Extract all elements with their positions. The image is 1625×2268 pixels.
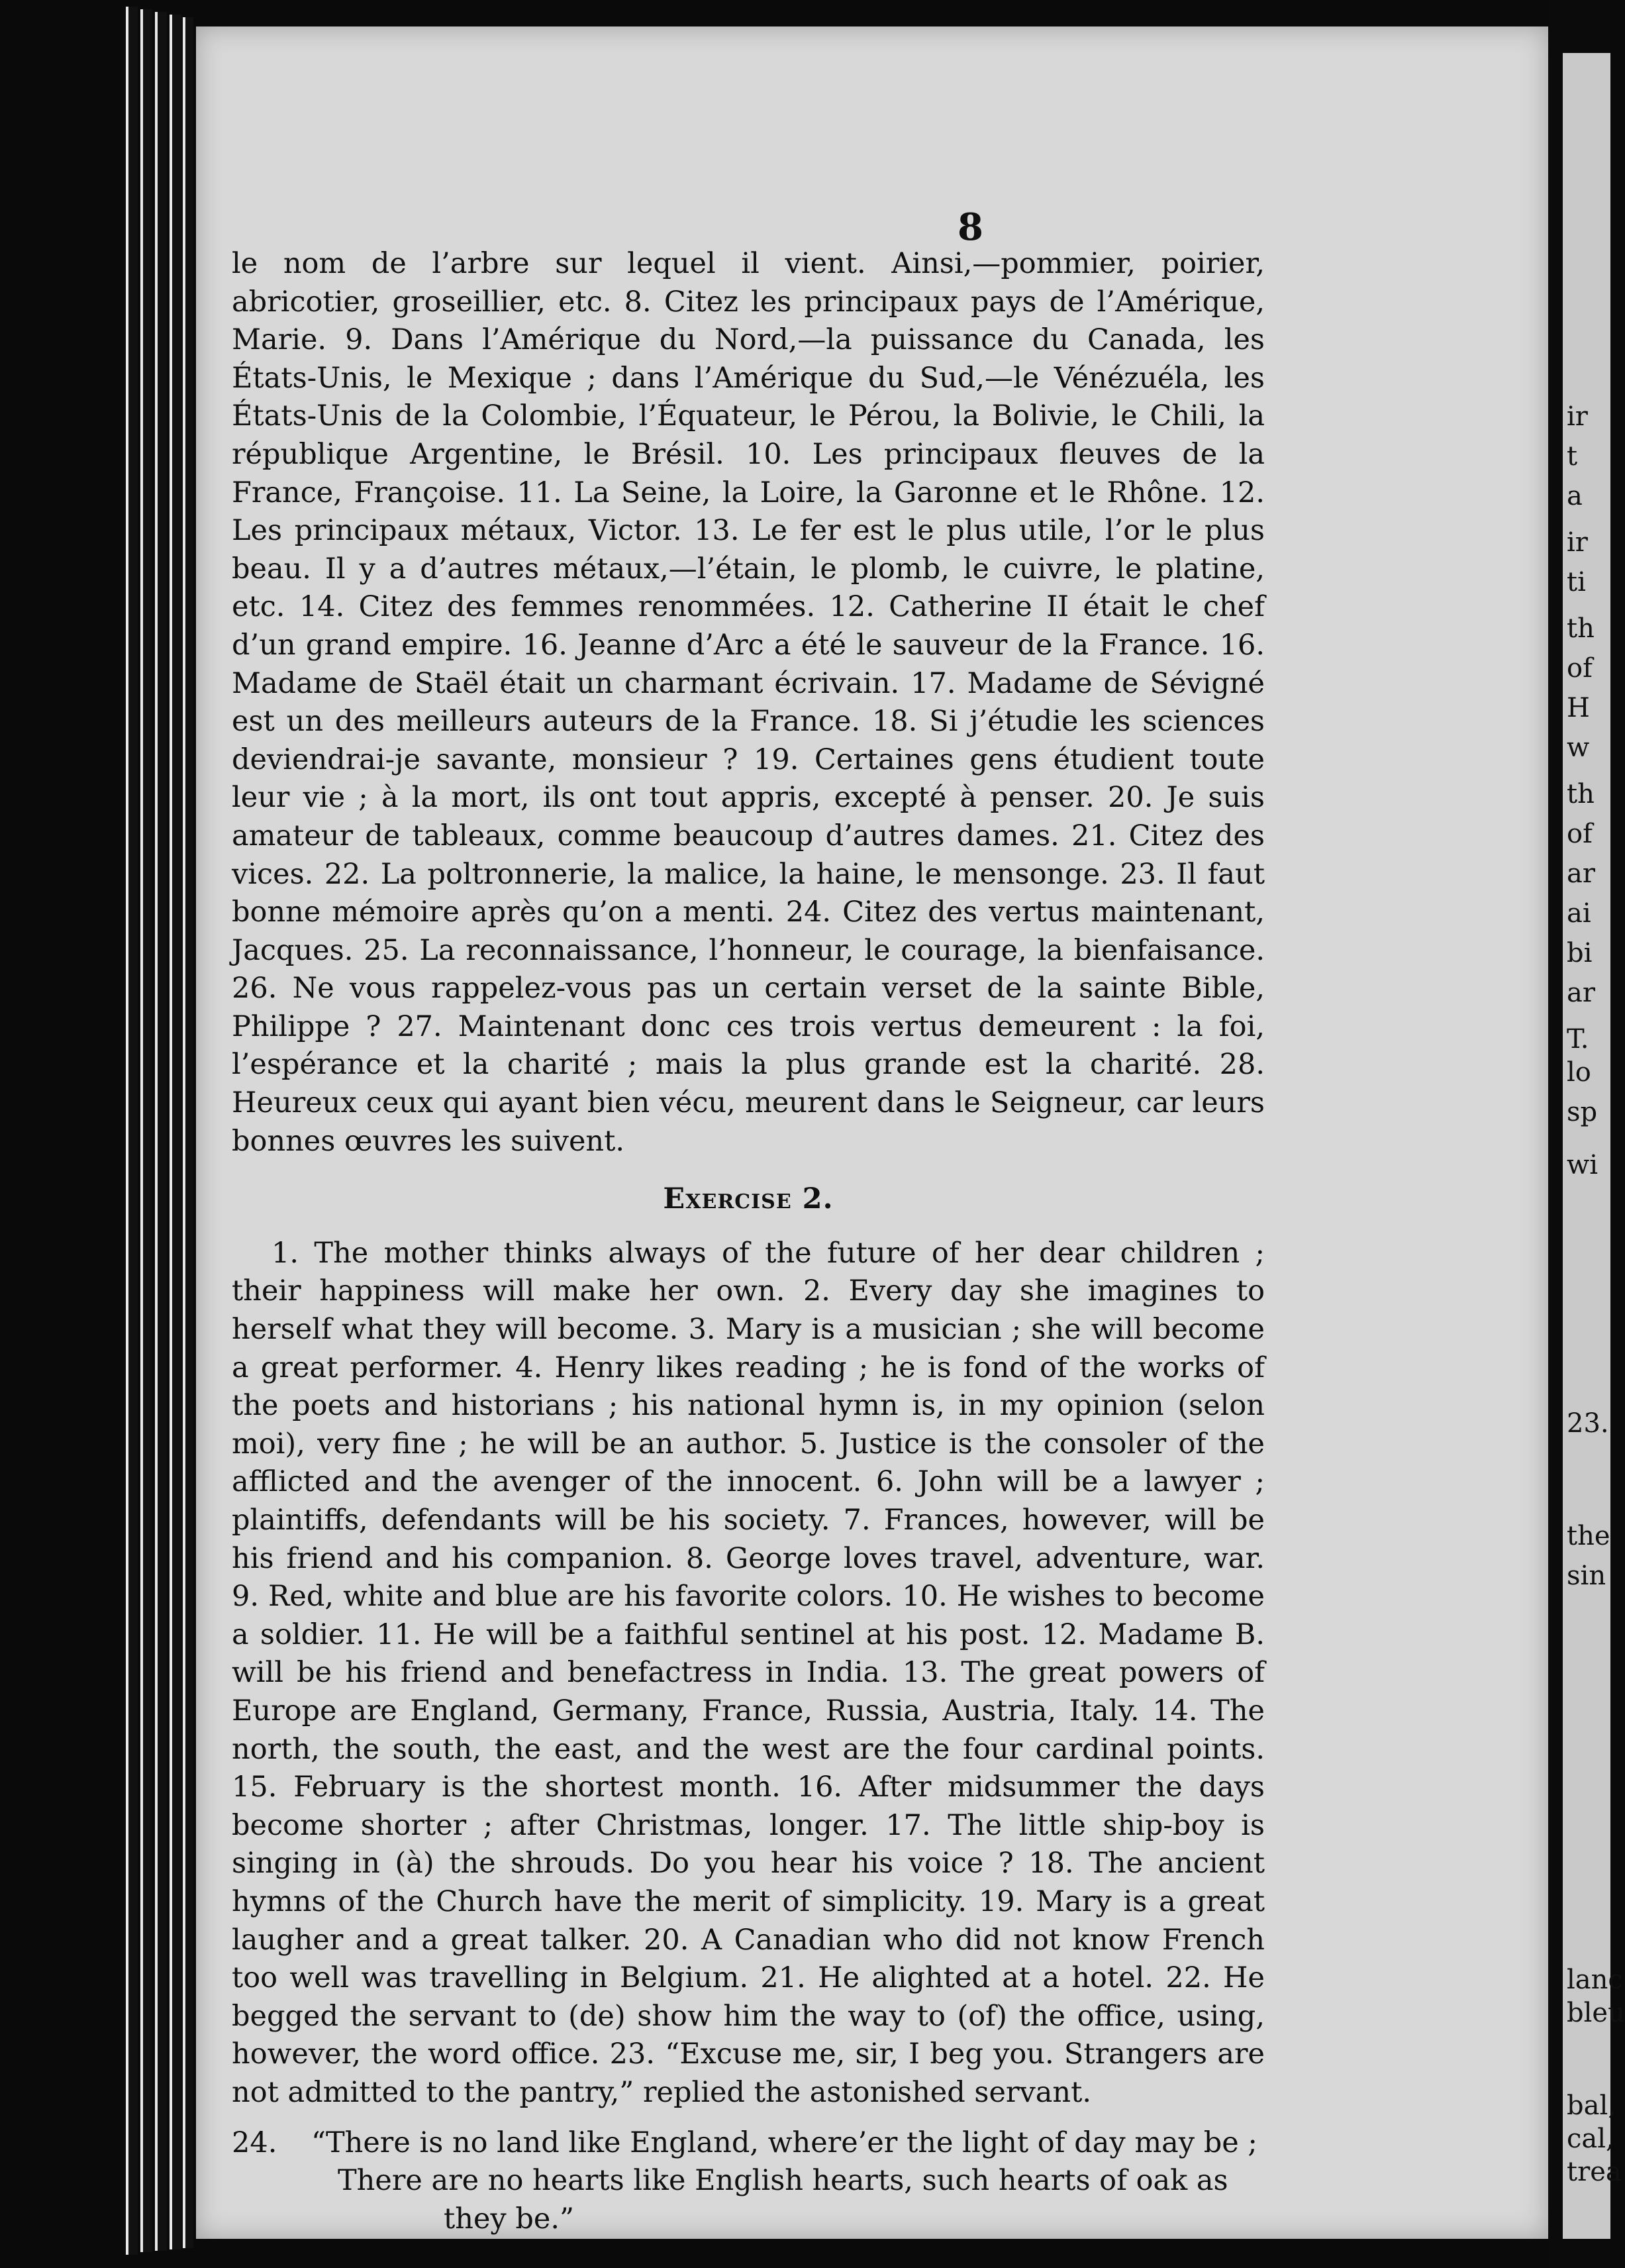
- adjacent-page-fragment: 23.: [1567, 1408, 1609, 1439]
- poem-line-3: they be.”: [444, 2202, 575, 2236]
- adjacent-page-fragment: bal,: [1567, 2090, 1616, 2121]
- page-edge: [140, 9, 152, 2252]
- page-number: 8: [958, 205, 983, 249]
- poem-line-1: “There is no land like England, where’er the light of day may be ;: [311, 2126, 1257, 2159]
- adjacent-page-fragment: wi: [1567, 1150, 1599, 1180]
- poem-line-2: There are no hearts like English hearts, such hearts of oak as: [338, 2164, 1228, 2198]
- adjacent-page-fragment: lanc: [1567, 1965, 1623, 1995]
- adjacent-page-fragment: a: [1567, 481, 1583, 511]
- adjacent-page-fragment: ti: [1567, 567, 1586, 597]
- adjacent-page-fragment: th: [1567, 613, 1595, 644]
- page-edge: [126, 7, 138, 2255]
- poem-number: 24.: [232, 2126, 277, 2159]
- adjacent-page-fragment: bi: [1567, 938, 1593, 968]
- adjacent-page-fragment: ir: [1567, 527, 1588, 558]
- adjacent-page-fragment: ar: [1567, 978, 1595, 1008]
- adjacent-page-fragment: H: [1567, 693, 1590, 723]
- adjacent-page-edge: [1563, 53, 1625, 2239]
- adjacent-page-fragment: bleu: [1567, 1998, 1625, 2028]
- french-exercise-text: le nom de l’arbre sur lequel il vient. Ainsi,—pommier, poirier, abricotier, groseillier, etc. 8. Citez les principaux pays de l’Amérique, Marie. 9. Dans l’Amérique du Nord,—la puissance du Canada, les États-Unis, le Mexique ; dans l’Amérique du Sud,—le Vénézuéla, les États-Unis de la Colombie, l’Équateur, le Pérou, la Bolivie, le Chili, la république Argentine, le Brésil. 10. Les principaux fleuves de la France, Françoise. 11. La Seine, la Loire, la Garonne et le Rhône. 12. Les principaux métaux, Victor. 13. Le fer est le plus utile, l’or le plus beau. Il y a d’autres métaux,—l’étain, le plomb, le cuivre, le platine, etc. 14. Citez des femmes renommées. 12. Catherine II était le chef d’un grand empire. 16. Jeanne d’Arc a été le sauveur de la France. 16. Madame de Staël était un charmant écrivain. 17. Madame de Sévigné est un des meilleurs auteurs de la France. 18. Si j’étudie les sciences deviendrai-je savante, monsieur ? 19. Certaines gens étudient toute leur vie ; à la mort, ils ont tout appris, excepté à penser. 20. Je suis amateur de tableaux, comme beaucoup d’autres dames. 21. Citez des vices. 22. La poltronnerie, la malice, la haine, le mensonge. 23. Il faut bonne mémoire après qu’on a menti. 24. Citez des vertus maintenant, Jacques. 25. La reconnaissance, l’honneur, le courage, la bienfaisance. 26. Ne vous rappelez-vous pas un certain verset de la sainte Bible, Philippe ? 27. Maintenant donc ces trois vertus demeurent : la foi, l’espérance et la charité ; mais la plus grande est la charité. 28. Heureux ceux qui ayant bien vécu, meurent dans le Seigneur, car leurs bonnes œuvres les suivent.: [232, 247, 1265, 1158]
- adjacent-page-fragment: the: [1567, 1521, 1610, 1551]
- adjacent-page-fragment: sin: [1567, 1561, 1606, 1591]
- page-edge: [170, 15, 181, 2249]
- adjacent-page-fragment: trea: [1567, 2157, 1622, 2187]
- adjacent-page-fragment: T.: [1567, 1024, 1589, 1055]
- adjacent-page-fragment: th: [1567, 779, 1595, 809]
- page-body: [232, 245, 1265, 2238]
- poem-quote: [232, 2124, 1265, 2239]
- adjacent-page-fragment: ar: [1567, 858, 1595, 889]
- exercise-2-text: 1. The mother thinks always of the future of her dear children ; their happiness will make her own. 2. Every day she imagines to herself what they will become. 3. Mary is a musician ; she will become a great performer. 4. Henry likes reading ; he is fond of the works of the poets and historians ; his national hymn is, in my opinion (selon moi), very fine ; he will be an author. 5. Justice is the consoler of the afflicted and the avenger of the innocent. 6. John will be a lawyer ; plaintiffs, defendants will be his society. 7. Frances, however, will be his friend and his companion. 8. George loves travel, adventure, war. 9. Red, white and blue are his favorite colors. 10. He wishes to become a soldier. 11. He will be a faithful sentinel at his post. 12. Madame B. will be his friend and benefactress in India. 13. The great powers of Europe are England, Germany, France, Russia, Austria, Italy. 14. The north, the south, the east, and the west are the four cardinal points. 15. February is the shortest month. 16. After midsummer the days become shorter ; after Christmas, longer. 17. The little ship-boy is singing in (à) the shrouds. Do you hear his voice ? 18. The ancient hymns of the Church have the merit of simplicity. 19. Mary is a great laugher and a great talker. 20. A Canadian who did not know French too well was travelling in Belgium. 21. He alighted at a hotel. 22. He begged the servant to (de) show him the way to (of) the office, using, however, the word office. 23. “Excuse me, sir, I beg you. Strangers are not admitted to the pantry,” replied the astonished servant.: [232, 1236, 1265, 2109]
- exercise-heading: Exercise 2.: [663, 1182, 834, 1216]
- page-edge: [155, 12, 167, 2251]
- poem-lines: [311, 2124, 1265, 2239]
- adjacent-page-fragment: cal,: [1567, 2124, 1614, 2154]
- page-edge: [183, 17, 193, 2248]
- adjacent-page-fragment: lo: [1567, 1057, 1591, 1088]
- adjacent-page-fragment: ai: [1567, 898, 1591, 929]
- adjacent-page-fragment: sp: [1567, 1097, 1598, 1127]
- adjacent-page-fragment: w: [1567, 733, 1590, 763]
- adjacent-page-fragment: of: [1567, 819, 1593, 849]
- adjacent-page-fragment: of: [1567, 653, 1593, 684]
- adjacent-page-fragment: ir: [1567, 401, 1588, 432]
- adjacent-page-fragment: t: [1567, 441, 1578, 472]
